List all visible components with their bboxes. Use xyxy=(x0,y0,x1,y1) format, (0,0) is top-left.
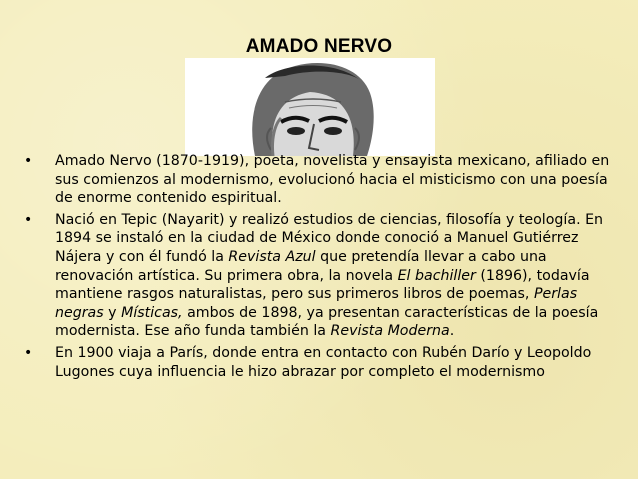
book-title: Perlas negras xyxy=(55,286,578,321)
bullet-icon: • xyxy=(24,211,33,228)
bullet-text-segment: y xyxy=(103,304,122,321)
novel-title: El bachiller xyxy=(397,267,476,284)
bullet-text-segment: . xyxy=(449,323,455,340)
bullet-icon: • xyxy=(24,153,33,169)
bullet-item xyxy=(22,344,622,381)
bullet-text-segment: que pretendía llevar a cabo una renovación artística. Su primera obra, la novela xyxy=(55,248,547,284)
bullet-item xyxy=(22,211,622,341)
bullet-list xyxy=(22,152,622,381)
slide-title: AMADO NERVO xyxy=(245,36,393,57)
book-title: Místicas, xyxy=(121,304,183,321)
bullet-text-segment: (1896), todavía mantiene rasgos naturalistas, pero sus primeros libros de poemas, xyxy=(55,267,590,303)
magazine-title: Revista Azul xyxy=(228,248,316,265)
bullet-text: Amado Nervo (1870-1919), poeta, novelista y ensayista mexicano, afiliado en sus comienzos al modernismo, evolucionó hacia el misticismo con una poesía de enorme contenido espiritual. xyxy=(55,153,610,207)
bullet-icon: • xyxy=(24,344,33,361)
bullet-item xyxy=(22,152,622,208)
content-body xyxy=(22,152,622,384)
author-portrait-image xyxy=(185,58,435,156)
bullet-text-segment: ambos de 1898, ya presentan características de la poesía modernista. Ese año funda también la xyxy=(55,304,599,340)
bullet-text-segment: Nació en Tepic (Nayarit) y realizó estudios de ciencias, filosofía y teología. En 1894 se instaló en la ciudad de México donde conoció a Manuel Gutiérrez Nájera y con él fundó la xyxy=(55,211,604,265)
bullet-text: En 1900 viaja a París, donde entra en contacto con Rubén Darío y Leopoldo Lugones cuya influencia le hizo abrazar por completo el modernismo xyxy=(55,344,592,380)
magazine-title: Revista Moderna xyxy=(330,323,450,340)
